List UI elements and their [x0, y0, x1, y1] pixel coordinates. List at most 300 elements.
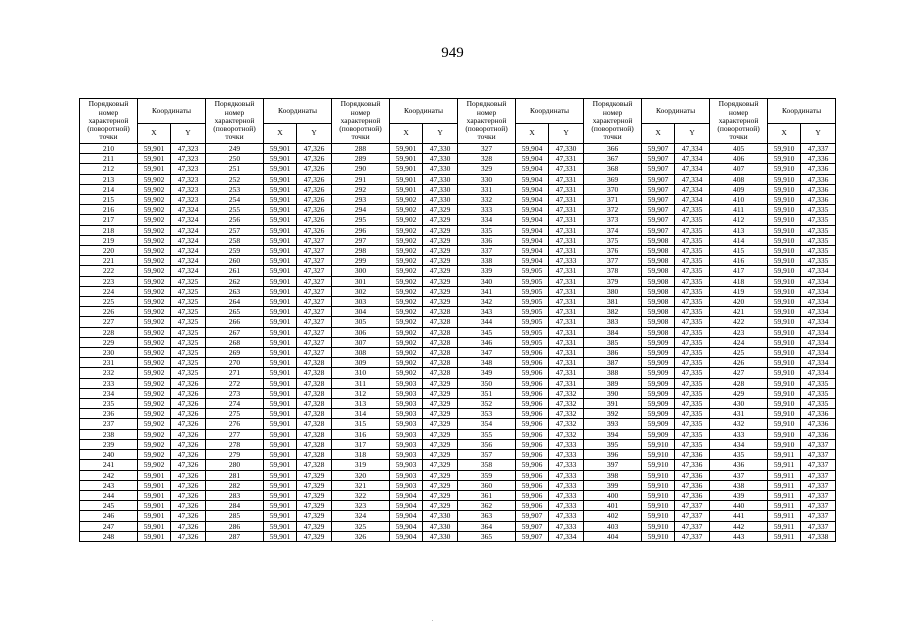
y-coordinate-cell: 47,329	[423, 256, 458, 266]
x-coordinate-cell: 59,901	[264, 531, 297, 541]
x-coordinate-cell: 59,901	[264, 286, 297, 296]
x-coordinate-cell: 59,907	[642, 144, 675, 154]
y-coordinate-cell: 47,331	[549, 195, 584, 205]
table-row	[80, 358, 836, 368]
point-number-cell: 310	[332, 368, 390, 378]
x-coordinate-cell: 59,902	[138, 235, 171, 245]
x-coordinate-cell: 59,903	[390, 470, 423, 480]
point-number-cell: 330	[458, 174, 516, 184]
y-coordinate-cell: 47,329	[297, 511, 332, 521]
y-coordinate-cell: 47,337	[675, 531, 710, 541]
y-coordinate-cell: 47,335	[675, 235, 710, 245]
x-coordinate-cell: 59,902	[390, 205, 423, 215]
header-y: Y	[171, 124, 206, 144]
y-coordinate-cell: 47,327	[297, 235, 332, 245]
header-point-number: Порядковый номер характерной (поворотной) точки	[710, 99, 768, 144]
x-coordinate-cell: 59,901	[138, 154, 171, 164]
point-number-cell: 221	[80, 256, 138, 266]
y-coordinate-cell: 47,331	[549, 225, 584, 235]
y-coordinate-cell: 47,326	[171, 439, 206, 449]
point-number-cell: 291	[332, 174, 390, 184]
x-coordinate-cell: 59,903	[390, 460, 423, 470]
y-coordinate-cell: 47,328	[297, 419, 332, 429]
point-number-cell: 295	[332, 215, 390, 225]
point-number-cell: 337	[458, 246, 516, 256]
table-row	[80, 317, 836, 327]
point-number-cell: 383	[584, 317, 642, 327]
y-coordinate-cell: 47,334	[675, 184, 710, 194]
point-number-cell: 223	[80, 276, 138, 286]
point-number-cell: 371	[584, 195, 642, 205]
y-coordinate-cell: 47,335	[675, 419, 710, 429]
x-coordinate-cell: 59,902	[138, 439, 171, 449]
y-coordinate-cell: 47,329	[423, 378, 458, 388]
table-row	[80, 276, 836, 286]
y-coordinate-cell: 47,330	[423, 184, 458, 194]
y-coordinate-cell: 47,335	[675, 307, 710, 317]
y-coordinate-cell: 47,328	[297, 388, 332, 398]
point-number-cell: 376	[584, 246, 642, 256]
point-number-cell: 259	[206, 246, 264, 256]
x-coordinate-cell: 59,903	[390, 480, 423, 490]
header-point-number: Порядковый номер характерной (поворотной) точки	[80, 99, 138, 144]
x-coordinate-cell: 59,906	[516, 501, 549, 511]
x-coordinate-cell: 59,906	[516, 378, 549, 388]
x-coordinate-cell: 59,902	[138, 409, 171, 419]
point-number-cell: 331	[458, 184, 516, 194]
x-coordinate-cell: 59,904	[516, 174, 549, 184]
x-coordinate-cell: 59,901	[138, 521, 171, 531]
y-coordinate-cell: 47,331	[549, 317, 584, 327]
point-number-cell: 410	[710, 195, 768, 205]
x-coordinate-cell: 59,902	[390, 235, 423, 245]
x-coordinate-cell: 59,910	[642, 511, 675, 521]
x-coordinate-cell: 59,909	[642, 399, 675, 409]
point-number-cell: 440	[710, 501, 768, 511]
point-number-cell: 358	[458, 460, 516, 470]
x-coordinate-cell: 59,910	[768, 348, 801, 358]
x-coordinate-cell: 59,907	[516, 511, 549, 521]
x-coordinate-cell: 59,901	[264, 490, 297, 500]
table-row	[80, 368, 836, 378]
x-coordinate-cell: 59,907	[516, 531, 549, 541]
x-coordinate-cell: 59,906	[516, 480, 549, 490]
y-coordinate-cell: 47,327	[297, 348, 332, 358]
x-coordinate-cell: 59,905	[516, 266, 549, 276]
x-coordinate-cell: 59,904	[390, 521, 423, 531]
x-coordinate-cell: 59,902	[390, 225, 423, 235]
y-coordinate-cell: 47,334	[801, 317, 836, 327]
point-number-cell: 301	[332, 276, 390, 286]
y-coordinate-cell: 47,337	[801, 511, 836, 521]
x-coordinate-cell: 59,901	[264, 378, 297, 388]
table-row	[80, 399, 836, 409]
y-coordinate-cell: 47,333	[549, 470, 584, 480]
x-coordinate-cell: 59,910	[642, 501, 675, 511]
point-number-cell: 260	[206, 256, 264, 266]
y-coordinate-cell: 47,326	[297, 225, 332, 235]
y-coordinate-cell: 47,323	[171, 184, 206, 194]
point-number-cell: 282	[206, 480, 264, 490]
point-number-cell: 421	[710, 307, 768, 317]
point-number-cell: 430	[710, 399, 768, 409]
x-coordinate-cell: 59,901	[264, 225, 297, 235]
point-number-cell: 279	[206, 450, 264, 460]
point-number-cell: 299	[332, 256, 390, 266]
y-coordinate-cell: 47,332	[549, 399, 584, 409]
y-coordinate-cell: 47,326	[171, 521, 206, 531]
y-coordinate-cell: 47,327	[297, 286, 332, 296]
point-number-cell: 356	[458, 439, 516, 449]
point-number-cell: 272	[206, 378, 264, 388]
y-coordinate-cell: 47,326	[297, 154, 332, 164]
y-coordinate-cell: 47,337	[801, 144, 836, 154]
x-coordinate-cell: 59,901	[264, 470, 297, 480]
point-number-cell: 435	[710, 450, 768, 460]
y-coordinate-cell: 47,329	[423, 490, 458, 500]
x-coordinate-cell: 59,906	[516, 419, 549, 429]
table-row	[80, 195, 836, 205]
x-coordinate-cell: 59,911	[768, 521, 801, 531]
y-coordinate-cell: 47,327	[297, 266, 332, 276]
x-coordinate-cell: 59,908	[642, 307, 675, 317]
point-number-cell: 349	[458, 368, 516, 378]
x-coordinate-cell: 59,901	[138, 470, 171, 480]
y-coordinate-cell: 47,333	[549, 439, 584, 449]
x-coordinate-cell: 59,901	[264, 409, 297, 419]
point-number-cell: 216	[80, 205, 138, 215]
y-coordinate-cell: 47,325	[171, 358, 206, 368]
x-coordinate-cell: 59,902	[390, 297, 423, 307]
x-coordinate-cell: 59,905	[516, 337, 549, 347]
point-number-cell: 375	[584, 235, 642, 245]
point-number-cell: 307	[332, 337, 390, 347]
y-coordinate-cell: 47,328	[423, 337, 458, 347]
point-number-cell: 423	[710, 327, 768, 337]
y-coordinate-cell: 47,329	[297, 501, 332, 511]
table-row	[80, 480, 836, 490]
point-number-cell: 257	[206, 225, 264, 235]
point-number-cell: 378	[584, 266, 642, 276]
x-coordinate-cell: 59,901	[138, 490, 171, 500]
y-coordinate-cell: 47,329	[297, 480, 332, 490]
point-number-cell: 327	[458, 144, 516, 154]
table-row	[80, 521, 836, 531]
y-coordinate-cell: 47,335	[801, 235, 836, 245]
y-coordinate-cell: 47,329	[423, 266, 458, 276]
point-number-cell: 265	[206, 307, 264, 317]
y-coordinate-cell: 47,331	[549, 358, 584, 368]
x-coordinate-cell: 59,902	[138, 327, 171, 337]
point-number-cell: 379	[584, 276, 642, 286]
x-coordinate-cell: 59,902	[138, 307, 171, 317]
x-coordinate-cell: 59,902	[138, 337, 171, 347]
point-number-cell: 363	[458, 511, 516, 521]
x-coordinate-cell: 59,903	[390, 409, 423, 419]
point-number-cell: 319	[332, 460, 390, 470]
point-number-cell: 315	[332, 419, 390, 429]
x-coordinate-cell: 59,911	[768, 501, 801, 511]
y-coordinate-cell: 47,337	[801, 450, 836, 460]
x-coordinate-cell: 59,904	[390, 501, 423, 511]
header-x: X	[138, 124, 171, 144]
x-coordinate-cell: 59,907	[642, 225, 675, 235]
y-coordinate-cell: 47,332	[549, 409, 584, 419]
point-number-cell: 300	[332, 266, 390, 276]
y-coordinate-cell: 47,331	[549, 348, 584, 358]
y-coordinate-cell: 47,336	[801, 154, 836, 164]
table-row	[80, 439, 836, 449]
point-number-cell: 273	[206, 388, 264, 398]
y-coordinate-cell: 47,325	[171, 317, 206, 327]
point-number-cell: 401	[584, 501, 642, 511]
y-coordinate-cell: 47,334	[675, 164, 710, 174]
x-coordinate-cell: 59,906	[516, 368, 549, 378]
y-coordinate-cell: 47,335	[675, 246, 710, 256]
y-coordinate-cell: 47,329	[423, 235, 458, 245]
point-number-cell: 431	[710, 409, 768, 419]
point-number-cell: 417	[710, 266, 768, 276]
point-number-cell: 283	[206, 490, 264, 500]
table-row	[80, 205, 836, 215]
point-number-cell: 284	[206, 501, 264, 511]
y-coordinate-cell: 47,335	[675, 337, 710, 347]
point-number-cell: 415	[710, 246, 768, 256]
point-number-cell: 305	[332, 317, 390, 327]
x-coordinate-cell: 59,909	[642, 409, 675, 419]
point-number-cell: 409	[710, 184, 768, 194]
y-coordinate-cell: 47,334	[801, 307, 836, 317]
x-coordinate-cell: 59,901	[138, 511, 171, 521]
y-coordinate-cell: 47,326	[297, 195, 332, 205]
point-number-cell: 269	[206, 348, 264, 358]
x-coordinate-cell: 59,902	[138, 460, 171, 470]
point-number-cell: 420	[710, 297, 768, 307]
point-number-cell: 335	[458, 225, 516, 235]
point-number-cell: 278	[206, 439, 264, 449]
y-coordinate-cell: 47,328	[297, 460, 332, 470]
table-row	[80, 460, 836, 470]
point-number-cell: 395	[584, 439, 642, 449]
point-number-cell: 235	[80, 399, 138, 409]
x-coordinate-cell: 59,906	[516, 460, 549, 470]
x-coordinate-cell: 59,910	[642, 490, 675, 500]
point-number-cell: 336	[458, 235, 516, 245]
y-coordinate-cell: 47,334	[801, 286, 836, 296]
y-coordinate-cell: 47,325	[171, 276, 206, 286]
point-number-cell: 214	[80, 184, 138, 194]
y-coordinate-cell: 47,324	[171, 215, 206, 225]
point-number-cell: 308	[332, 348, 390, 358]
point-number-cell: 425	[710, 348, 768, 358]
x-coordinate-cell: 59,907	[642, 164, 675, 174]
x-coordinate-cell: 59,910	[642, 470, 675, 480]
point-number-cell: 267	[206, 327, 264, 337]
point-number-cell: 210	[80, 144, 138, 154]
y-coordinate-cell: 47,326	[171, 511, 206, 521]
point-number-cell: 426	[710, 358, 768, 368]
y-coordinate-cell: 47,328	[297, 399, 332, 409]
x-coordinate-cell: 59,909	[642, 429, 675, 439]
y-coordinate-cell: 47,336	[801, 429, 836, 439]
y-coordinate-cell: 47,335	[675, 439, 710, 449]
y-coordinate-cell: 47,336	[675, 490, 710, 500]
point-number-cell: 394	[584, 429, 642, 439]
x-coordinate-cell: 59,902	[138, 348, 171, 358]
y-coordinate-cell: 47,335	[801, 215, 836, 225]
x-coordinate-cell: 59,904	[516, 256, 549, 266]
y-coordinate-cell: 47,326	[171, 419, 206, 429]
point-number-cell: 280	[206, 460, 264, 470]
y-coordinate-cell: 47,335	[675, 348, 710, 358]
point-number-cell: 369	[584, 174, 642, 184]
table-row	[80, 348, 836, 358]
y-coordinate-cell: 47,333	[549, 501, 584, 511]
point-number-cell: 248	[80, 531, 138, 541]
point-number-cell: 321	[332, 480, 390, 490]
x-coordinate-cell: 59,910	[768, 358, 801, 368]
point-number-cell: 217	[80, 215, 138, 225]
point-number-cell: 429	[710, 388, 768, 398]
y-coordinate-cell: 47,324	[171, 205, 206, 215]
x-coordinate-cell: 59,910	[768, 368, 801, 378]
point-number-cell: 385	[584, 337, 642, 347]
x-coordinate-cell: 59,910	[768, 256, 801, 266]
x-coordinate-cell: 59,901	[138, 144, 171, 154]
point-number-cell: 390	[584, 388, 642, 398]
point-number-cell: 372	[584, 205, 642, 215]
point-number-cell: 251	[206, 164, 264, 174]
x-coordinate-cell: 59,904	[516, 144, 549, 154]
x-coordinate-cell: 59,902	[138, 246, 171, 256]
point-number-cell: 274	[206, 399, 264, 409]
x-coordinate-cell: 59,910	[768, 439, 801, 449]
point-number-cell: 258	[206, 235, 264, 245]
point-number-cell: 322	[332, 490, 390, 500]
point-number-cell: 211	[80, 154, 138, 164]
y-coordinate-cell: 47,335	[675, 429, 710, 439]
x-coordinate-cell: 59,901	[390, 154, 423, 164]
x-coordinate-cell: 59,902	[390, 266, 423, 276]
y-coordinate-cell: 47,330	[423, 195, 458, 205]
table-row	[80, 419, 836, 429]
x-coordinate-cell: 59,904	[516, 235, 549, 245]
point-number-cell: 314	[332, 409, 390, 419]
y-coordinate-cell: 47,329	[423, 409, 458, 419]
y-coordinate-cell: 47,330	[423, 154, 458, 164]
x-coordinate-cell: 59,901	[264, 501, 297, 511]
x-coordinate-cell: 59,901	[264, 276, 297, 286]
point-number-cell: 344	[458, 317, 516, 327]
point-number-cell: 338	[458, 256, 516, 266]
point-number-cell: 220	[80, 246, 138, 256]
point-number-cell: 316	[332, 429, 390, 439]
x-coordinate-cell: 59,910	[768, 154, 801, 164]
x-coordinate-cell: 59,901	[264, 480, 297, 490]
point-number-cell: 412	[710, 215, 768, 225]
x-coordinate-cell: 59,906	[516, 348, 549, 358]
x-coordinate-cell: 59,901	[138, 531, 171, 541]
x-coordinate-cell: 59,902	[138, 450, 171, 460]
point-number-cell: 434	[710, 439, 768, 449]
y-coordinate-cell: 47,324	[171, 256, 206, 266]
header-coordinates: Координаты	[390, 99, 458, 124]
x-coordinate-cell: 59,904	[390, 490, 423, 500]
point-number-cell: 254	[206, 195, 264, 205]
y-coordinate-cell: 47,332	[549, 388, 584, 398]
x-coordinate-cell: 59,902	[138, 225, 171, 235]
y-coordinate-cell: 47,331	[549, 297, 584, 307]
x-coordinate-cell: 59,901	[390, 174, 423, 184]
x-coordinate-cell: 59,910	[768, 388, 801, 398]
point-number-cell: 262	[206, 276, 264, 286]
x-coordinate-cell: 59,901	[264, 358, 297, 368]
point-number-cell: 387	[584, 358, 642, 368]
y-coordinate-cell: 47,326	[171, 470, 206, 480]
y-coordinate-cell: 47,327	[297, 276, 332, 286]
y-coordinate-cell: 47,335	[675, 327, 710, 337]
point-number-cell: 226	[80, 307, 138, 317]
x-coordinate-cell: 59,902	[138, 205, 171, 215]
y-coordinate-cell: 47,328	[423, 358, 458, 368]
point-number-cell: 270	[206, 358, 264, 368]
x-coordinate-cell: 59,901	[264, 348, 297, 358]
x-coordinate-cell: 59,901	[264, 266, 297, 276]
y-coordinate-cell: 47,327	[297, 246, 332, 256]
y-coordinate-cell: 47,333	[549, 256, 584, 266]
x-coordinate-cell: 59,908	[642, 286, 675, 296]
y-coordinate-cell: 47,336	[801, 164, 836, 174]
y-coordinate-cell: 47,330	[423, 144, 458, 154]
x-coordinate-cell: 59,908	[642, 235, 675, 245]
x-coordinate-cell: 59,905	[516, 286, 549, 296]
point-number-cell: 329	[458, 164, 516, 174]
x-coordinate-cell: 59,901	[138, 164, 171, 174]
y-coordinate-cell: 47,323	[171, 154, 206, 164]
x-coordinate-cell: 59,904	[516, 205, 549, 215]
y-coordinate-cell: 47,330	[423, 164, 458, 174]
x-coordinate-cell: 59,910	[768, 184, 801, 194]
x-coordinate-cell: 59,903	[390, 388, 423, 398]
point-number-cell: 281	[206, 470, 264, 480]
point-number-cell: 249	[206, 144, 264, 154]
y-coordinate-cell: 47,337	[801, 439, 836, 449]
point-number-cell: 306	[332, 327, 390, 337]
x-coordinate-cell: 59,911	[768, 490, 801, 500]
y-coordinate-cell: 47,328	[297, 358, 332, 368]
y-coordinate-cell: 47,324	[171, 225, 206, 235]
x-coordinate-cell: 59,910	[768, 164, 801, 174]
point-number-cell: 288	[332, 144, 390, 154]
point-number-cell: 261	[206, 266, 264, 276]
x-coordinate-cell: 59,910	[768, 195, 801, 205]
point-number-cell: 255	[206, 205, 264, 215]
table-row	[80, 307, 836, 317]
x-coordinate-cell: 59,902	[138, 399, 171, 409]
x-coordinate-cell: 59,901	[264, 307, 297, 317]
point-number-cell: 442	[710, 521, 768, 531]
point-number-cell: 289	[332, 154, 390, 164]
x-coordinate-cell: 59,901	[264, 327, 297, 337]
point-number-cell: 343	[458, 307, 516, 317]
y-coordinate-cell: 47,329	[423, 501, 458, 511]
table-row	[80, 144, 836, 154]
y-coordinate-cell: 47,330	[423, 511, 458, 521]
y-coordinate-cell: 47,329	[423, 419, 458, 429]
y-coordinate-cell: 47,334	[801, 297, 836, 307]
y-coordinate-cell: 47,335	[675, 388, 710, 398]
x-coordinate-cell: 59,910	[768, 409, 801, 419]
